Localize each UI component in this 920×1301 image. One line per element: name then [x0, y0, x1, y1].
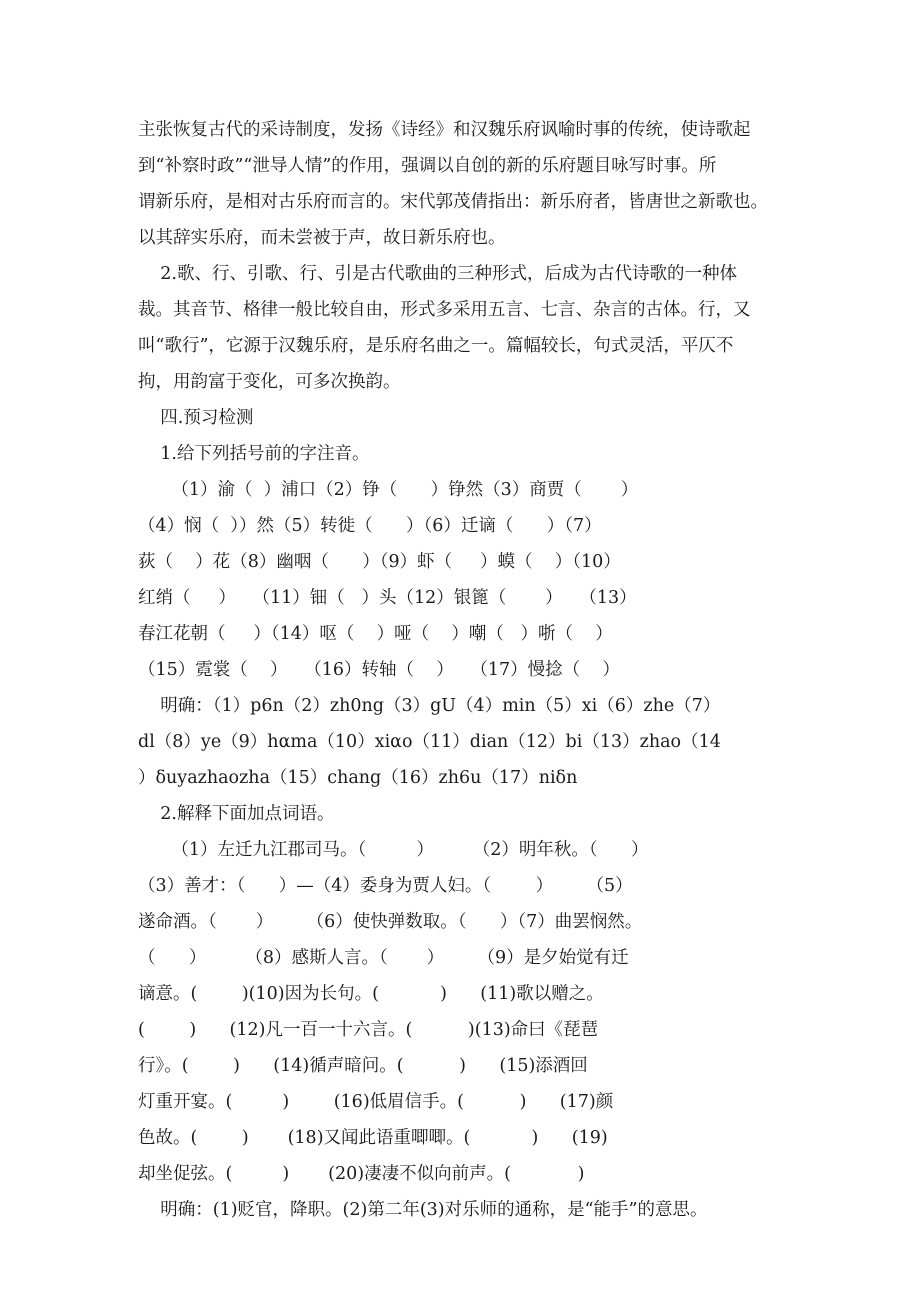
- text-line: 裁。其音节、格律一般比较自由，形式多采用五言、七言、杂言的古体。行，又: [138, 300, 751, 320]
- exercise-line: 灯重开宴。( ) (16)低眉信手。( ) (17)颜: [138, 1092, 614, 1112]
- exercise-line: 却坐促弦。( ) (20)凄凄不似向前声。( ): [138, 1164, 585, 1184]
- exercise-line: （1）左迁九江郡司马。（ ） （2）明年秋。（ ）: [138, 840, 649, 860]
- text-line: 到“补察时政”“泄导人情”的作用，强调以自创的新的乐府题目咏写时事。所: [138, 156, 717, 176]
- exercise-line: （15）霓裳（ ） （16）转轴（ ） （17）慢捻（ ）: [138, 660, 620, 680]
- exercise-line: （ ） （8）感斯人言。（ ） （9）是夕始觉有迁: [138, 948, 629, 968]
- exercise-line: （1）渝（ ）浦口（2）铮（ ）铮然（3）商贾（ ）: [138, 480, 639, 500]
- question-heading: 1.给下列括号前的字注音。: [138, 444, 370, 464]
- question-heading: 2.解释下面加点词语。: [138, 804, 335, 824]
- text-line: 以其辞实乐府，而未尝被于声，故日新乐府也。: [138, 228, 506, 248]
- exercise-line: 荻（ ）花（8）幽咽（ ）（9）虾（ ）蟆（ ）（10）: [138, 552, 621, 572]
- section-heading: 四.预习检测: [138, 408, 254, 428]
- exercise-line: 遂命酒。（ ） （6）使快弹数取。（ ）（7）曲罢悯然。: [138, 912, 643, 932]
- exercise-line: 行》。( ) (14)循声暗问。( ) (15)添酒回: [138, 1056, 588, 1076]
- text-line: 谓新乐府，是相对古乐府而言的。宋代郭茂倩指出：新乐府者，皆唐世之新歌也。: [138, 192, 768, 212]
- answer-line: 明确：（1）p6n（2）zh0ng（3）gU（4）min（5）xi（6）zhe（7）: [138, 696, 721, 716]
- answer-line: ）δuyazhaozha（15）chang（16）zh6u（17）niδn: [138, 768, 578, 788]
- exercise-line: （3）善才：（ ）—（4）委身为贾人妇。（ ） （5）: [138, 876, 633, 896]
- text-line: 拘，用韵富于变化，可多次换韵。: [138, 372, 401, 392]
- exercise-line: 谪意。( )(10)因为长句。( ) (11)歌以赠之。: [138, 984, 604, 1004]
- text-line: 主张恢复古代的采诗制度，发扬《诗经》和汉魏乐府讽喻时事的传统，使诗歌起: [138, 120, 751, 140]
- answer-line: 明确：(1)贬官，降职。(2)第二年(3)对乐师的通称，是“能手”的意思。: [138, 1200, 708, 1220]
- exercise-line: 春江花朝（ ）（14）呕（ ）哑（ ）嘲（ ）哳（ ）: [138, 624, 613, 644]
- answer-line: dl（8）ye（9）hαma（10）xiαo（11）dian（12）bi（13）zhao（14: [138, 732, 721, 752]
- exercise-line: ( ) (12)凡一百一十六言。( )(13)命曰《琵琶: [138, 1020, 599, 1040]
- text-line: 叫“歌行”，它源于汉魏乐府，是乐府名曲之一。篇幅较长，句式灵活，平仄不: [138, 336, 734, 356]
- exercise-line: 色故。( ) (18)又闻此语重唧唧。( ) (19): [138, 1128, 608, 1148]
- exercise-line: （4）悯（ ））然（5）转徙（ ）（6）迁谪（ ）（7）: [138, 516, 602, 536]
- text-line: 2.歌、行、引歌、行、引是古代歌曲的三种形式，后成为古代诗歌的一种体: [138, 264, 737, 284]
- exercise-line: 红绡（ ） （11）钿（ ）头（12）银篦（ ） （13）: [138, 588, 637, 608]
